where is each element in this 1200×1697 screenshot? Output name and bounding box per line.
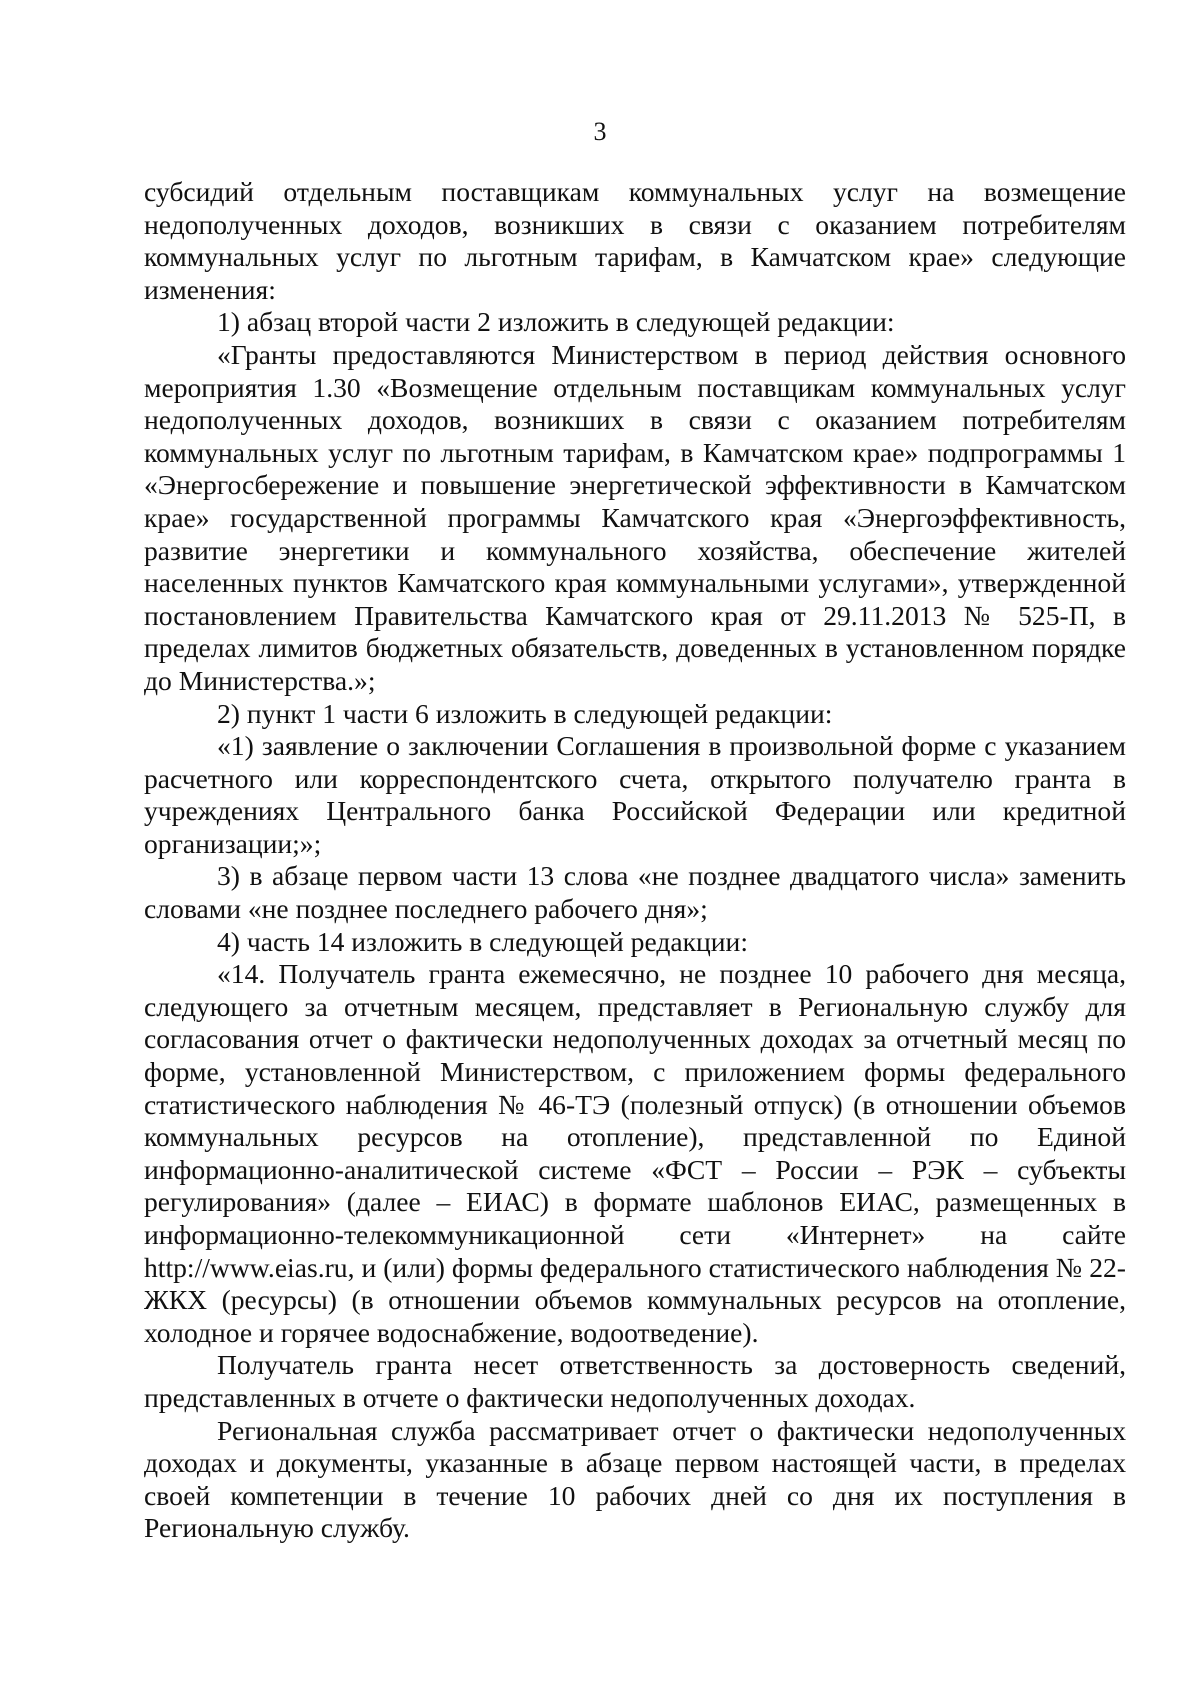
paragraph-item-2: 2) пункт 1 части 6 изложить в следующей редакции:	[217, 697, 833, 729]
paragraph-continuation: субсидий отдельным поставщикам коммунальных услуг на возмещение недополученных доходов, возникших в связи с оказанием потребителям коммунальных услуг по льготным тарифам, в Камчатском крае» следующие изменения:	[144, 176, 1126, 305]
paragraph-item-1: 1) абзац второй части 2 изложить в следующей редакции:	[217, 306, 895, 338]
paragraph-review: Региональная служба рассматривает отчет о фактически недополученных доходах и документы, указанные в абзаце первом настоящей части, в пределах своей компетенции в течение 10 рабочих дней со дня их поступления в Региональную службу.	[144, 1414, 1126, 1544]
paragraph-responsibility: Получатель гранта несет ответственность за достоверность сведений, представленных в отчете о фактически недополученных доходах.	[144, 1349, 1126, 1413]
page-number: 3	[593, 117, 607, 146]
paragraph-item-2-text: «1) заявление о заключении Соглашения в произвольной форме с указанием расчетного или корреспондентского счета, открытого получателю гранта в учреждениях Центрального банка Российской Федерации или кредитной организации;»;	[144, 730, 1126, 859]
document-body	[144, 176, 1126, 1545]
paragraph-item-4: 4) часть 14 изложить в следующей редакции:	[217, 925, 748, 957]
paragraph-item-1-text: «Гранты предоставляются Министерством в период действия основного мероприятия 1.30 «Возмещение отдельным поставщикам коммунальных услуг недополученных доходов, возникших в связи с оказанием потребителям коммунальных услуг по льготным тарифам, в Камчатском крае» подпрограммы 1 «Энергосбережение и повышение энергетической эффективности в Камчатском крае» государственной программы Камчатского края «Энергоэффективность, развитие энергетики и коммунального хозяйства, обеспечение жителей населенных пунктов Камчатского края коммунальными услугами», утвержденной постановлением Правительства Камчатского края от 29.11.2013 № 525-П, в пределах лимитов бюджетных обязательств, доведенных в установленном порядке до Министерства.»;	[144, 338, 1126, 696]
paragraph-item-4-text: «14. Получатель гранта ежемесячно, не позднее 10 рабочего дня месяца, следующего за отчетным месяцем, представляет в Региональную службу для согласования отчет о фактически недополученных доходах за отчетный месяц по форме, установленной Министерством, с приложением формы федерального статистического наблюдения № 46-ТЭ (полезный отпуск) (в отношении объемов коммунальных ресурсов на отопление), представленной по Единой информационно-аналитической системе «ФСТ – России – РЭК – субъекты регулирования» (далее – ЕИАС) в формате шаблонов ЕИАС, размещенных в информационно-телекоммуникационной сети «Интернет» на сайте http://www.eias.ru, и (или) формы федерального статистического наблюдения № 22-ЖКХ (ресурсы) (в отношении объемов коммунальных ресурсов на отопление, холодное и горячее водоснабжение, водоотведение).	[144, 958, 1126, 1348]
paragraph-item-3: 3) в абзаце первом части 13 слова «не позднее двадцатого числа» заменить словами «не позднее последнего рабочего дня»;	[144, 860, 1126, 925]
